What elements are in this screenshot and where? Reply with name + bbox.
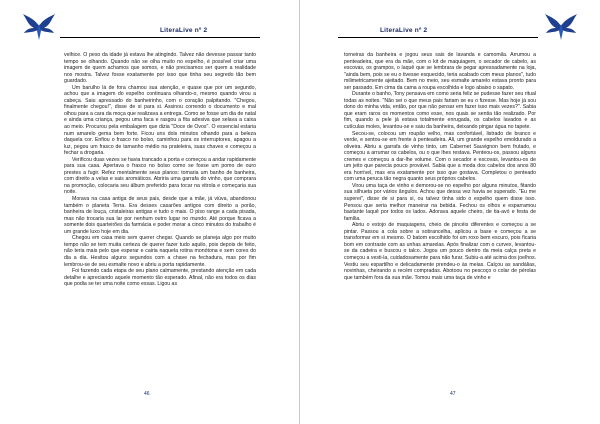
paragraph: Foi fazendo cada etapa de seu plano calmamente, prestando atenção em cada detalhe e apreciando aquele momento tão esperado. Afinal, não era todos os dias que podia se ter uma noite como essas. Ligou as	[64, 268, 256, 288]
body-text	[344, 52, 536, 386]
page-header	[0, 10, 300, 46]
paragraph: torneiras da banheira e jogou seus sais de lavanda e camomila. Arrumou a penteadeira, que era da mãe, com o kit de maquiagem, o secador de cabelo, as escovas, os grampos, o laquê que se lembrara de pegar apressadamente na loja, "ainda bem, pois se eu o tivesse esquecido, teria acabado com meus planos", tudo milimetricamente ajeitado. Bem no meio, seu esmalte amarelo estava pronto para ser passado. Em cima da cama a roupa escolhida e logo abaixo o sapato.	[344, 52, 536, 91]
paragraph: Durante o banho, Tony pensava em como seria feliz se pudesse fazer seu ritual todas as noites. "Não sei o que meus pais fariam se eu o fizesse. Mas hoje já sou dono do minha vida, então, por que não pensar em fazer isso mais vezes?". Sabia que eram raros os momentos como esse, nos quais se sentia tão realizado. Por fim, quando a pele já estava totalmente enrugada, os cabelos lavados e as cutículas moles, levantou-se e saiu da banheira, deixando pingar água no tapete.	[344, 91, 536, 131]
page-number: 47	[450, 391, 456, 397]
page-number: 46	[144, 391, 150, 397]
paragraph: Virou uma taça de vinho e demorou-se no espelho por alguns minutos, fitando sua silhueta por vários ângulos. Achou que dessa vez havia se superado. "Eu me superei", disse de si para si, ou talvez tinha sido o espelho quem disse isso. Pensou que seria melhor maneirar na bebida. Fechou os olhos e esparramou bastante laquê por todos os lados. Adorava aquele cheiro, de tia-avó e festa de família.	[344, 182, 536, 222]
body-text	[64, 52, 256, 386]
header-title: LiteraLive nº 2	[160, 27, 208, 34]
header-title: LiteraLive nº 2	[380, 27, 428, 34]
right-page	[300, 0, 600, 424]
paragraph: Abriu o estojo de maquiagens, cheio de pincéis diferentes e começou a se pintar. Passou a cola sobre a sobrancelha, aplicou a base e começou a se transformar em si mesmo. O batom escolhido foi um roxo bem escuro, pois ficaria bom em contraste com as unhas amarelas. Após finalizar com o curvex, levantou-se da cadeira e buscou o talco. Jogou um pouco dentro da meia calça preta e começou a vesti-la, cuidadosamente para não furar. Subiu-a até acima dos joelhos. Vestiu seu espartilho e delicadamente prendeu-o às meias. Calçou as sandálias, novinhas, cheirando a recém compradas. Abotoou no pescoço o colar de pérolas que também fora da sua mãe. Tomou mais uma taça de vinho e	[344, 222, 536, 281]
header-rule	[60, 37, 260, 38]
paragraph: Um barulho lá de fora chamou sua atenção, e quase que por um segundo, achou que a imagem do espelho continuara olhando-o, mesmo quando virou a cabeça. Saiu apressado do banheirinho, com o coração palpitando. "Chegou, finalmente chegou!", disse de si para si. Assinou correndo o documento e mal olhou para a cara da moça que realizava a entrega. Como se fosse um dia de natal e ainda uma criança, pegou uma faca e rasgou a fita adesiva que selava a caixa ao meio. Procurou pela embalagem que dizia "Doce de Ovos". O essencial estaria num amarelo gema bem forte. Ficou uns dois minutos olhando para a beleza daquela cor. Enfiou o frasco no bolso, caminhou para os interruptores, apagou a luz, pegou um frasco de tamanho médio na prateleira, suas chaves e começou a fechar a drogaria.	[64, 84, 256, 157]
winged-logo-icon	[22, 12, 56, 42]
header-rule	[338, 37, 538, 38]
paragraph: Morava na casa antiga de seus pais, desde que a mãe, já viúva, abandonou também o planeta Terra. Era desses casarões antigos com direito a porão, banheira de louça, cristaleiras antigas e tudo o mais. O piso range a cada pisada, mas não trocaria sua lar por nenhum outro lugar no mundo. Até porque ficava a somente dois quarteirões da farmácia e poder morar a cinco minutos do trabalho é um grande luxo hoje em dia.	[64, 196, 256, 235]
page-header	[300, 10, 600, 46]
paragraph: Verificou duas vezes se havia trancado a porta e começou a andar rapidamente para sua casa. Apertava o frasco no bolso como se fosse um pomo de ouro prestes a fugir. Refez mentalmente seus planos: tomaria um banho de banheira, com direito a velas e sais aromáticos. Abriria uma garrafa do vinho, que comprara na promoção, colocaria seu álbum preferido para tocar na vitrola e começaria sua noite.	[64, 156, 256, 196]
paragraph: velhice. O peso da idade já estava lhe atingindo. Talvez não devesse passar tanto tempo se olhando. Quando não se olha muito no espelho, é possível criar uma imagem de quem achamos que somos, e não precisamos ser quem a realidade nos mostra. Talvez fosse exatamente por isso que tinha seu segredo tão bem guardado.	[64, 52, 256, 85]
paragraph: Secou-se, colocou um roupão velho, mas confortável, listrado de branco e verde, e sentou-se em frente à penteadeira. Ali, um grande espelho emoldurado a oliveira. Abriu a garrafa de vinho tinto, um Cabernet Sauvignon bem frutado, e começou a arrumar os cabelos, ou o que lhes restava. Penteou-os, passou alguns cremes e começou a dar-lhe volume. Com o secador e escovas, levantou-os de um jeito que parecia pouco provável. Sabia que a moda dos cabelos dos anos 80 era horrível, mas era exatamente por isso que gostava. Completou o penteado com uma peruca tão negra quanto seus próprios cabelos.	[344, 130, 536, 183]
winged-logo-icon	[544, 12, 578, 42]
paragraph: Chegou em casa meio sem querer chegar. Quando se planeja algo por muito tempo não se tem muita certeza de querer fazer tudo aquilo, pois depois de feito, não teria mais pelo que esperar e cairia naquela rotina monótona e sem cores do dia a dia. Hesitou alguns segundos com a chave na fechadura, mas por fim lembrou-se de seu esmalte novo e abriu a porta rapidamente.	[64, 235, 256, 268]
